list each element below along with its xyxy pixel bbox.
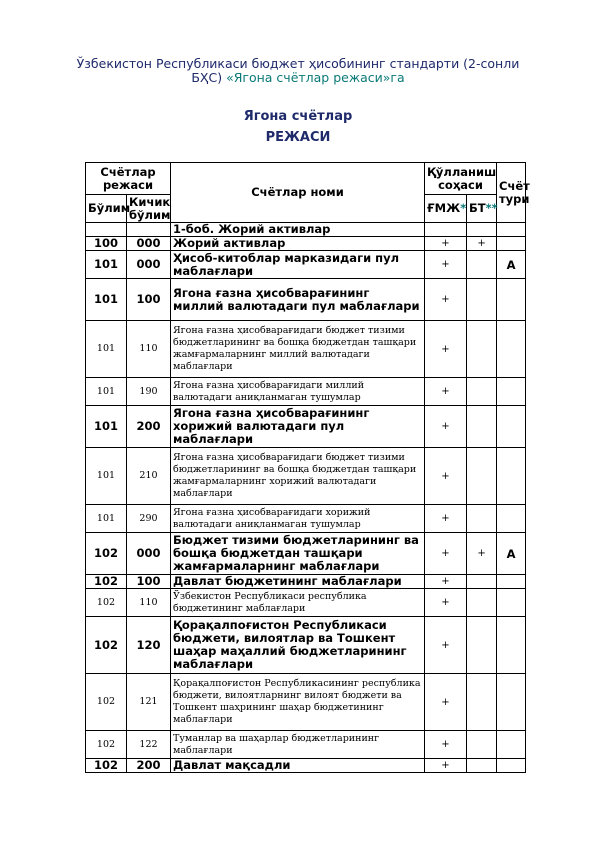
account-name-cell: Бюджет тизими бюджетларининг ва бошқа бюджетдан ташқари жамғармаларнинг маблағлари	[171, 533, 425, 575]
bt-cell	[467, 575, 497, 589]
account-type-cell	[497, 279, 526, 321]
section-code-cell: 101	[86, 505, 127, 533]
subsection-code-cell: 000	[127, 237, 171, 251]
section-code-cell: 102	[86, 589, 127, 617]
fmzh-cell	[425, 223, 467, 237]
fmzh-cell: +	[425, 321, 467, 378]
section-code-cell: 102	[86, 617, 127, 674]
section-code-cell: 101	[86, 406, 127, 448]
table-row	[86, 223, 526, 237]
bt-cell	[467, 505, 497, 533]
section-code-cell	[86, 223, 127, 237]
section-code-cell: 101	[86, 321, 127, 378]
fmzh-cell: +	[425, 533, 467, 575]
subsection-code-cell: 100	[127, 575, 171, 589]
table-row	[86, 251, 526, 279]
subsection-code-cell: 000	[127, 251, 171, 279]
account-name-cell: Жорий активлар	[171, 237, 425, 251]
document-header	[60, 57, 536, 85]
header-line-2	[60, 71, 536, 85]
bt-cell	[467, 223, 497, 237]
fmzh-cell: +	[425, 759, 467, 773]
subsection-code-cell: 120	[127, 617, 171, 674]
account-type-cell	[497, 617, 526, 674]
account-name-header: Счётлар номи	[171, 163, 425, 223]
section-header: Бўлим	[86, 195, 127, 223]
account-type-header: Счёт тури	[497, 163, 526, 223]
fmzh-cell: +	[425, 406, 467, 448]
bt-cell	[467, 448, 497, 505]
fmzh-cell: +	[425, 589, 467, 617]
bt-cell	[467, 251, 497, 279]
account-name-cell: Ягона ғазна ҳисобварағининг хорижий валютадаги пул маблағлари	[171, 406, 425, 448]
account-type-cell: А	[497, 251, 526, 279]
table-row	[86, 406, 526, 448]
fmzh-header	[425, 195, 467, 223]
account-type-cell	[497, 589, 526, 617]
table-row	[86, 589, 526, 617]
account-type-cell: А	[497, 533, 526, 575]
usage-header: Қўлланиш соҳаси	[425, 163, 497, 195]
table-row	[86, 237, 526, 251]
account-name-cell: Туманлар ва шаҳарлар бюджетларининг маблағлари	[171, 731, 425, 759]
subsection-code-cell: 200	[127, 759, 171, 773]
fmzh-cell: +	[425, 617, 467, 674]
fmzh-cell: +	[425, 251, 467, 279]
bt-cell	[467, 378, 497, 406]
subsection-header: Кичик бўлим	[127, 195, 171, 223]
subsection-code-cell: 190	[127, 378, 171, 406]
subsection-code-cell: 110	[127, 589, 171, 617]
fmzh-cell: +	[425, 575, 467, 589]
subsection-code-cell: 000	[127, 533, 171, 575]
section-code-cell: 101	[86, 448, 127, 505]
account-type-cell	[497, 406, 526, 448]
bt-cell	[467, 406, 497, 448]
table-row	[86, 279, 526, 321]
account-type-cell	[497, 321, 526, 378]
table-row	[86, 731, 526, 759]
bt-cell	[467, 589, 497, 617]
header-line-1: Ўзбекистон Республикаси бюджет ҳисобининг стандарти (2-сонли	[76, 56, 520, 71]
header-link[interactable]: «Ягона счётлар режаси»га	[226, 70, 405, 85]
subsection-code-cell	[127, 223, 171, 237]
section-code-cell: 102	[86, 674, 127, 731]
fmzh-cell: +	[425, 731, 467, 759]
account-type-cell	[497, 378, 526, 406]
table-row	[86, 378, 526, 406]
bt-cell	[467, 617, 497, 674]
account-type-cell	[497, 237, 526, 251]
header-line-2-prefix: БҲС)	[191, 70, 227, 85]
table-row	[86, 674, 526, 731]
table-row	[86, 533, 526, 575]
bt-label: БТ	[469, 201, 486, 215]
table-row	[86, 321, 526, 378]
account-name-cell: Ўзбекистон Республикаси республика бюджетининг маблағлари	[171, 589, 425, 617]
page-subtitle: РЕЖАСИ	[265, 130, 331, 145]
accounts-table	[85, 162, 530, 773]
section-code-cell: 102	[86, 533, 127, 575]
fmzh-cell: +	[425, 237, 467, 251]
fmzh-footnote-mark: *	[460, 201, 467, 215]
table-row	[86, 448, 526, 505]
subsection-code-cell: 121	[127, 674, 171, 731]
section-code-cell: 102	[86, 759, 127, 773]
account-name-cell: Қорақалпоғистон Республикасининг республика бюджети, вилоятларнинг вилоят бюджети ва Тошкент шаҳрининг шаҳар бюджетининг маблағлари	[171, 674, 425, 731]
section-code-cell: 101	[86, 378, 127, 406]
account-name-cell: 1-боб. Жорий активлар	[171, 223, 425, 237]
table-row	[86, 759, 526, 773]
fmzh-cell: +	[425, 378, 467, 406]
account-type-cell	[497, 759, 526, 773]
fmzh-cell: +	[425, 448, 467, 505]
account-type-cell	[497, 575, 526, 589]
section-code-cell: 100	[86, 237, 127, 251]
fmzh-cell: +	[425, 279, 467, 321]
subsection-code-cell: 122	[127, 731, 171, 759]
table-row	[86, 505, 526, 533]
subsection-code-cell: 200	[127, 406, 171, 448]
bt-cell	[467, 759, 497, 773]
account-type-cell	[497, 731, 526, 759]
account-type-cell	[497, 505, 526, 533]
account-name-cell: Ягона ғазна ҳисобварағининг миллий валютадаги пул маблағлари	[171, 279, 425, 321]
bt-cell	[467, 279, 497, 321]
account-name-cell: Ҳисоб-китоблар марказидаги пул маблағлари	[171, 251, 425, 279]
table-row	[86, 575, 526, 589]
account-name-cell: Ягона ғазна ҳисобварағидаги хорижий валютадаги аниқланмаган тушумлар	[171, 505, 425, 533]
account-type-cell	[497, 674, 526, 731]
fmzh-label: ҒМЖ	[427, 201, 461, 215]
account-type-cell	[497, 448, 526, 505]
bt-cell: +	[467, 533, 497, 575]
account-name-cell: Қорақалпоғистон Республикаси бюджети, вилоятлар ва Тошкент шаҳар маҳаллий бюджетларининг маблағлари	[171, 617, 425, 674]
subsection-code-cell: 110	[127, 321, 171, 378]
section-code-cell: 101	[86, 251, 127, 279]
accounts-plan-header: Счётлар режаси	[86, 163, 171, 195]
bt-footnote-mark: **	[485, 201, 498, 215]
bt-header	[467, 195, 497, 223]
bt-cell	[467, 674, 497, 731]
section-code-cell: 102	[86, 575, 127, 589]
table-row	[86, 617, 526, 674]
account-name-cell: Ягона ғазна ҳисобварағидаги бюджет тизими бюджетларининг ва бошқа бюджетдан ташқари жамғармаларнинг хорижий валютадаги маблағлари	[171, 448, 425, 505]
account-type-cell	[497, 223, 526, 237]
fmzh-cell: +	[425, 505, 467, 533]
account-name-cell: Давлат бюджетининг маблағлари	[171, 575, 425, 589]
section-code-cell: 102	[86, 731, 127, 759]
page-title: Ягона счётлар	[243, 109, 353, 124]
account-name-cell: Ягона ғазна ҳисобварағидаги бюджет тизими бюджетларининг ва бошқа бюджетдан ташқари жамғармаларнинг миллий валютадаги маблағлари	[171, 321, 425, 378]
subsection-code-cell: 210	[127, 448, 171, 505]
bt-cell	[467, 321, 497, 378]
account-name-cell: Давлат мақсадли	[171, 759, 425, 773]
bt-cell: +	[467, 237, 497, 251]
section-code-cell: 101	[86, 279, 127, 321]
subsection-code-cell: 290	[127, 505, 171, 533]
account-name-cell: Ягона ғазна ҳисобварағидаги миллий валютадаги аниқланмаган тушумлар	[171, 378, 425, 406]
fmzh-cell: +	[425, 674, 467, 731]
subsection-code-cell: 100	[127, 279, 171, 321]
bt-cell	[467, 731, 497, 759]
